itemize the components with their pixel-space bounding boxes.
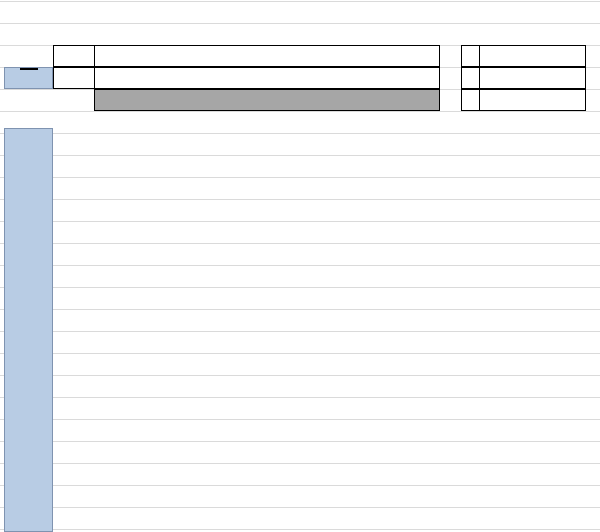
egresos-label xyxy=(4,128,52,532)
ingresos-row-currency[interactable] xyxy=(461,67,479,89)
group-collapse-marker[interactable] xyxy=(20,68,38,70)
header-amount-cell[interactable] xyxy=(479,45,586,67)
ingresos-row-desc[interactable] xyxy=(94,67,440,89)
total-ingresos-currency[interactable] xyxy=(461,89,479,111)
header-desc-cell[interactable] xyxy=(94,45,440,67)
total-ingresos-label[interactable] xyxy=(94,89,440,111)
total-ingresos-amount[interactable] xyxy=(479,89,586,111)
ingresos-section-band xyxy=(4,67,53,89)
ingresos-row-amount[interactable] xyxy=(479,67,586,89)
ingresos-row-num[interactable] xyxy=(53,67,94,89)
header-currency-cell[interactable] xyxy=(461,45,479,67)
header-num-cell[interactable] xyxy=(53,45,94,67)
